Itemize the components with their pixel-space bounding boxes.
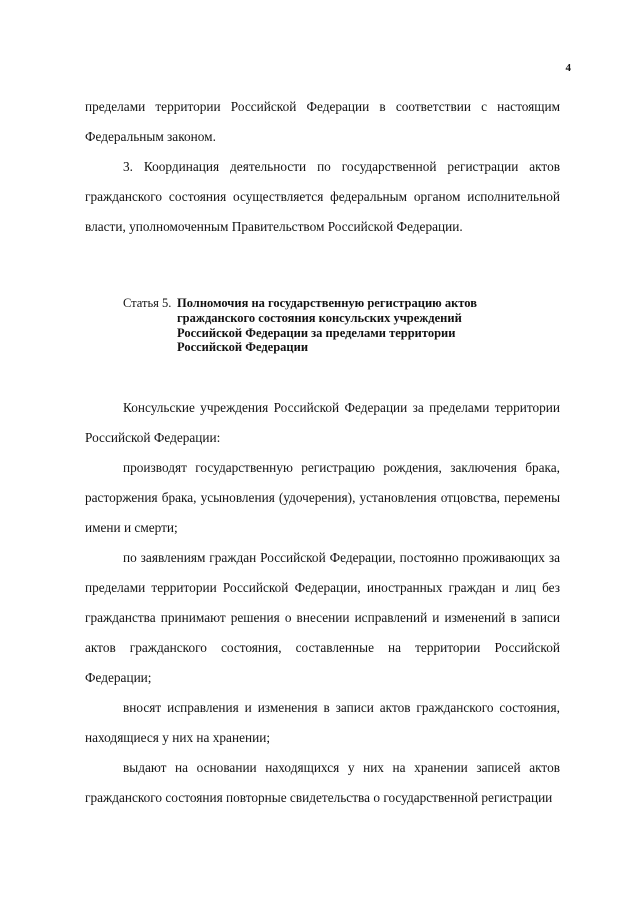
article-title-line: Российской Федерации — [177, 340, 309, 355]
paragraph-list-item: вносят исправления и изменения в записи актов гражданского состояния, находящиеся у них на хранении; — [85, 700, 560, 745]
page-number: 4 — [565, 62, 571, 74]
article-title-line: Полномочия на государственную регистрацию актов — [177, 296, 477, 310]
intro-text-block — [85, 92, 560, 242]
article-body — [85, 393, 560, 813]
paragraph-list-item: производят государственную регистрацию рождения, заключения брака, расторжения брака, усыновления (удочерения), установления отцовства, перемены имени и смерти; — [85, 460, 560, 535]
paragraph-continuation: пределами территории Российской Федерации в соответствии с настоящим Федеральным законом. — [85, 99, 560, 144]
article-heading — [123, 296, 543, 355]
paragraph-list-item: по заявлениям граждан Российской Федерации, постоянно проживающих за пределами территории Российской Федерации, иностранных граждан и лиц без гражданства принимают решения о внесении исправлений и изменений в записи актов гражданского состояния, составленные на территории Российской Федерации; — [85, 550, 560, 685]
paragraph-list-item: выдают на основании находящихся у них на хранении записей актов гражданского состояния повторные свидетельства о государственной регистрации — [85, 760, 560, 805]
paragraph-item-3: 3. Координация деятельности по государственной регистрации актов гражданского состояния осуществляется федеральным органом исполнительной власти, уполномоченным Правительством Российской Федерации. — [85, 159, 560, 234]
article-title — [177, 296, 477, 355]
article-label: Статья 5. — [123, 296, 172, 310]
article-title-line: гражданского состояния консульских учреждений — [177, 310, 462, 325]
paragraph-lead: Консульские учреждения Российской Федерации за пределами территории Российской Федерации: — [85, 400, 560, 445]
article-title-line: Российской Федерации за пределами территории — [177, 325, 456, 340]
